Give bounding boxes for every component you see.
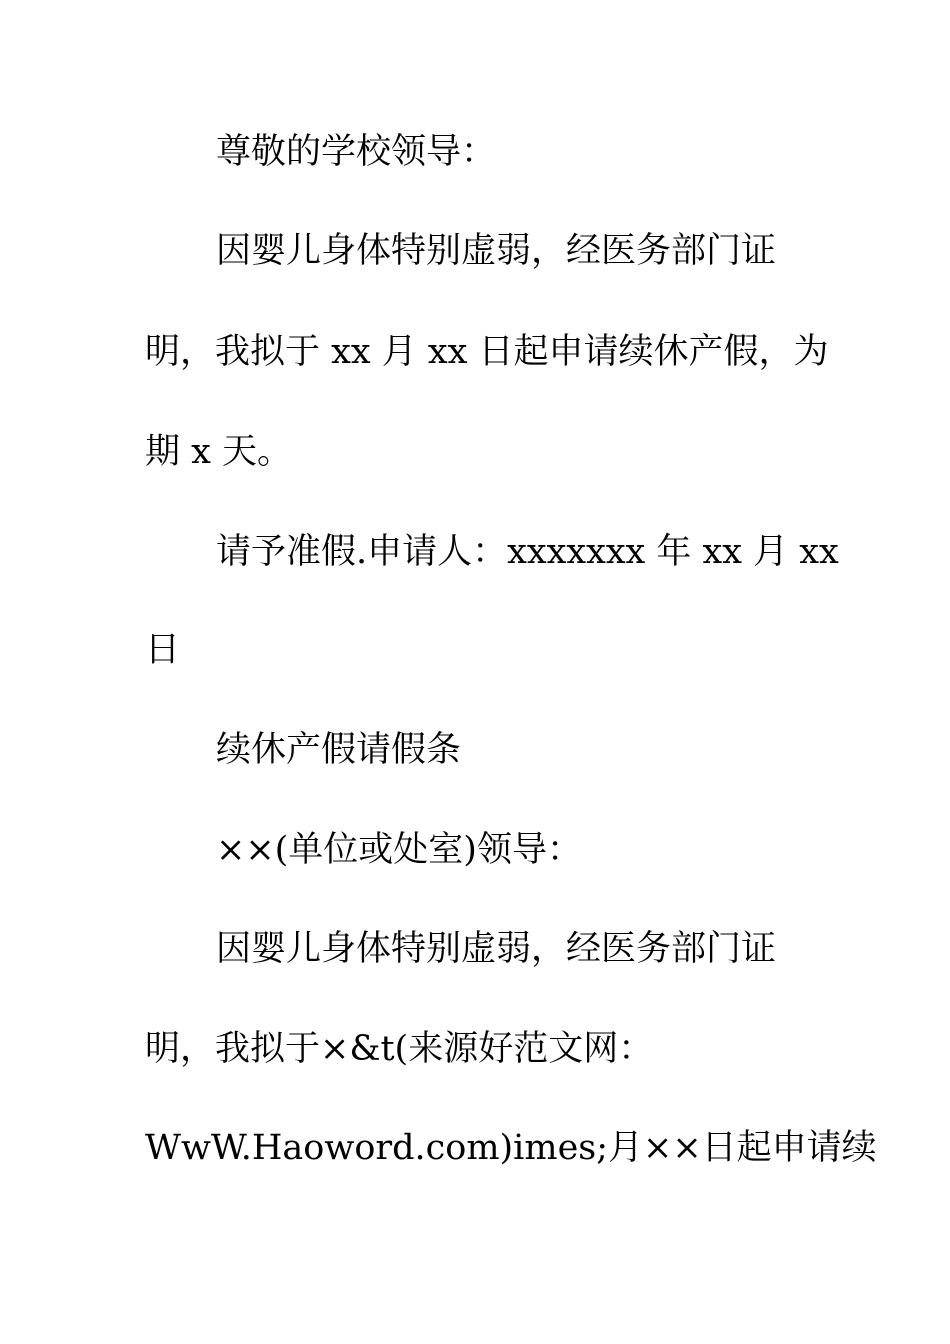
- paragraph-line: 期 x 天。: [145, 432, 292, 472]
- salutation-line: 尊敬的学校领导：: [216, 132, 497, 172]
- salutation-line: ××(单位或处室)领导：: [216, 830, 582, 870]
- paragraph-line: 因婴儿身体特别虚弱，经医务部门证: [216, 231, 777, 271]
- paragraph-line: 因婴儿身体特别虚弱，经医务部门证: [216, 929, 777, 969]
- section-title: 续休产假请假条: [216, 730, 462, 770]
- paragraph-line: 明，我拟于×&t(来源好范文网：: [145, 1029, 654, 1069]
- paragraph-line: 日: [145, 630, 181, 670]
- paragraph-line: 请予准假.申请人：xxxxxxx 年 xx 月 xx: [216, 532, 839, 572]
- paragraph-line: WwW.Haoword.com)imes;月××日起申请续: [145, 1128, 877, 1168]
- paragraph-line: 明，我拟于 xx 月 xx 日起申请续休产假，为: [145, 332, 829, 372]
